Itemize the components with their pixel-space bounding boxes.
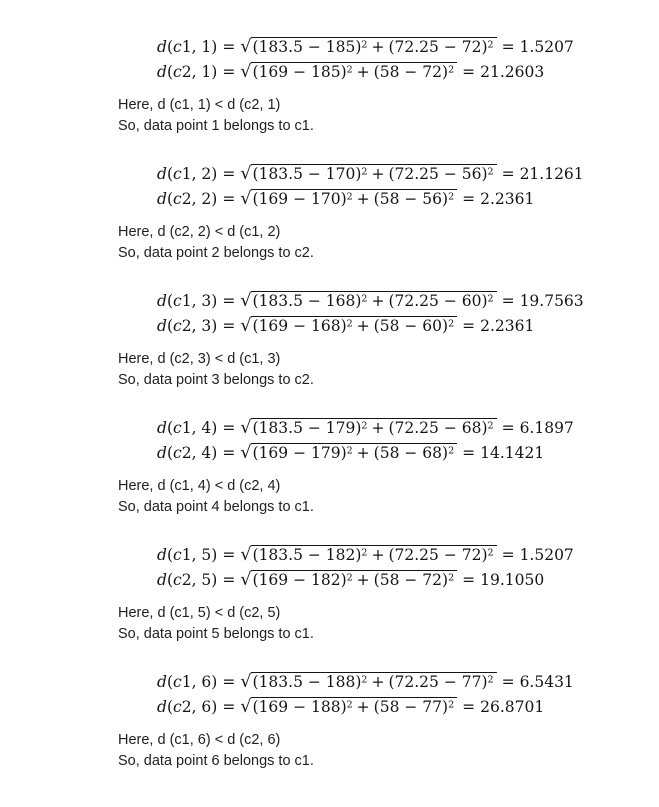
term-1: (183.5 − 170) <box>252 165 362 183</box>
equals-sign: = <box>462 571 476 589</box>
rparen: ) <box>211 419 218 437</box>
radicand <box>251 62 458 82</box>
sqrt-symbol: √ <box>240 37 252 57</box>
lparen: ( <box>166 38 173 56</box>
plus-sign: + <box>371 292 385 310</box>
equation-group <box>157 291 659 341</box>
comparison-line: Here, d (c1, 1) < d (c2, 1) <box>118 97 281 113</box>
equals-sign: = <box>222 698 236 716</box>
plus-sign: + <box>356 63 370 81</box>
distance-block <box>0 545 659 645</box>
radicand <box>251 189 458 209</box>
point-index: 1 <box>201 63 212 81</box>
sqrt-symbol: √ <box>240 570 252 590</box>
equals-sign: = <box>462 444 476 462</box>
rparen: ) <box>211 571 218 589</box>
term-1: (169 − 179) <box>252 444 347 462</box>
rparen: ) <box>211 190 218 208</box>
d-symbol: d <box>157 673 167 691</box>
superscript-2: 2 <box>487 420 494 432</box>
sqrt-symbol: √ <box>240 672 252 692</box>
comparison-line: Here, d (c2, 2) < d (c1, 2) <box>118 224 281 240</box>
radicand <box>251 291 497 311</box>
conclusion-line: So, data point 6 belongs to c1. <box>118 753 314 769</box>
superscript-2: 2 <box>361 420 368 432</box>
c-symbol: c <box>173 190 182 208</box>
equals-sign: = <box>222 292 236 310</box>
equals-sign: = <box>222 673 236 691</box>
rparen: ) <box>211 546 218 564</box>
term-2: (58 − 77) <box>373 698 449 716</box>
comparison-group <box>118 603 659 645</box>
distance-result: 2.2361 <box>480 190 535 208</box>
radicand <box>251 443 458 463</box>
comparison-group <box>118 95 659 137</box>
equals-sign: = <box>462 317 476 335</box>
term-1: (183.5 − 168) <box>252 292 362 310</box>
cluster-index: 1 <box>181 546 192 564</box>
d-symbol: d <box>157 317 167 335</box>
distance-equation <box>157 291 659 316</box>
superscript-2: 2 <box>346 572 353 584</box>
radicand <box>251 418 497 438</box>
equals-sign: = <box>222 63 236 81</box>
lparen: ( <box>166 673 173 691</box>
comma: , <box>191 38 202 56</box>
distance-equation <box>157 418 659 443</box>
d-symbol: d <box>157 571 167 589</box>
equals-sign: = <box>462 63 476 81</box>
comma: , <box>191 571 202 589</box>
term-1: (169 − 188) <box>252 698 347 716</box>
distance-result: 14.1421 <box>480 444 545 462</box>
rparen: ) <box>211 292 218 310</box>
cluster-index: 1 <box>181 165 192 183</box>
equals-sign: = <box>222 444 236 462</box>
term-2: (58 − 72) <box>373 63 449 81</box>
equals-sign: = <box>222 317 236 335</box>
comma: , <box>191 698 202 716</box>
c-symbol: c <box>173 419 182 437</box>
cluster-index: 2 <box>181 444 192 462</box>
comma: , <box>191 317 202 335</box>
equals-sign: = <box>222 419 236 437</box>
conclusion-line: So, data point 4 belongs to c1. <box>118 499 314 515</box>
superscript-2: 2 <box>361 547 368 559</box>
term-1: (183.5 − 179) <box>252 419 362 437</box>
rparen: ) <box>211 38 218 56</box>
distance-equation <box>157 672 659 697</box>
cluster-index: 1 <box>181 673 192 691</box>
sqrt-symbol: √ <box>240 316 252 336</box>
rparen: ) <box>211 317 218 335</box>
c-symbol: c <box>173 698 182 716</box>
d-symbol: d <box>157 292 167 310</box>
plus-sign: + <box>356 444 370 462</box>
c-symbol: c <box>173 546 182 564</box>
distance-result: 19.1050 <box>480 571 545 589</box>
distance-function <box>157 190 217 208</box>
term-1: (169 − 185) <box>252 63 347 81</box>
term-1: (169 − 168) <box>252 317 347 335</box>
plus-sign: + <box>356 317 370 335</box>
lparen: ( <box>166 698 173 716</box>
equals-sign: = <box>222 165 236 183</box>
superscript-2: 2 <box>487 39 494 51</box>
superscript-2: 2 <box>448 699 455 711</box>
equals-sign: = <box>501 292 515 310</box>
d-symbol: d <box>157 698 167 716</box>
comparison-line: Here, d (c1, 4) < d (c2, 4) <box>118 478 281 494</box>
equation-group <box>157 672 659 722</box>
distance-result: 1.5207 <box>519 546 574 564</box>
point-index: 3 <box>201 292 212 310</box>
distance-result: 1.5207 <box>519 38 574 56</box>
distance-function <box>157 292 217 310</box>
plus-sign: + <box>371 419 385 437</box>
sqrt-symbol: √ <box>240 291 252 311</box>
distance-equation <box>157 62 659 87</box>
lparen: ( <box>166 165 173 183</box>
point-index: 5 <box>201 571 212 589</box>
c-symbol: c <box>173 317 182 335</box>
equals-sign: = <box>501 38 515 56</box>
sqrt-symbol: √ <box>240 545 252 565</box>
cluster-index: 1 <box>181 419 192 437</box>
comparison-group <box>118 730 659 772</box>
superscript-2: 2 <box>487 674 494 686</box>
superscript-2: 2 <box>448 445 455 457</box>
c-symbol: c <box>173 165 182 183</box>
distance-block <box>0 672 659 772</box>
comparison-line: Here, d (c2, 3) < d (c1, 3) <box>118 351 281 367</box>
plus-sign: + <box>356 190 370 208</box>
d-symbol: d <box>157 419 167 437</box>
equals-sign: = <box>462 698 476 716</box>
c-symbol: c <box>173 292 182 310</box>
term-2: (72.25 − 72) <box>388 38 488 56</box>
lparen: ( <box>166 444 173 462</box>
rparen: ) <box>211 673 218 691</box>
point-index: 4 <box>201 419 212 437</box>
equals-sign: = <box>462 190 476 208</box>
sqrt-symbol: √ <box>240 443 252 463</box>
sqrt-symbol: √ <box>240 418 252 438</box>
plus-sign: + <box>371 165 385 183</box>
superscript-2: 2 <box>346 445 353 457</box>
equals-sign: = <box>501 546 515 564</box>
conclusion-line: So, data point 5 belongs to c1. <box>118 626 314 642</box>
distance-block <box>0 291 659 391</box>
distance-equation <box>157 443 659 468</box>
superscript-2: 2 <box>448 191 455 203</box>
plus-sign: + <box>356 571 370 589</box>
point-index: 6 <box>201 698 212 716</box>
conclusion-line: So, data point 2 belongs to c2. <box>118 245 314 261</box>
term-1: (183.5 − 185) <box>252 38 362 56</box>
equals-sign: = <box>222 190 236 208</box>
term-1: (169 − 182) <box>252 571 347 589</box>
point-index: 6 <box>201 673 212 691</box>
comma: , <box>191 63 202 81</box>
distance-result: 26.8701 <box>480 698 545 716</box>
c-symbol: c <box>173 444 182 462</box>
term-2: (58 − 56) <box>373 190 449 208</box>
distance-function <box>157 444 217 462</box>
comparison-group <box>118 476 659 518</box>
term-2: (72.25 − 77) <box>388 673 488 691</box>
term-2: (72.25 − 56) <box>388 165 488 183</box>
c-symbol: c <box>173 571 182 589</box>
equals-sign: = <box>222 38 236 56</box>
c-symbol: c <box>173 38 182 56</box>
distance-equation <box>157 316 659 341</box>
conclusion-line: So, data point 1 belongs to c1. <box>118 118 314 134</box>
superscript-2: 2 <box>448 64 455 76</box>
plus-sign: + <box>371 38 385 56</box>
distance-function <box>157 698 217 716</box>
cluster-index: 2 <box>181 63 192 81</box>
equals-sign: = <box>222 571 236 589</box>
term-1: (183.5 − 182) <box>252 546 362 564</box>
point-index: 2 <box>201 190 212 208</box>
equals-sign: = <box>501 673 515 691</box>
distance-equation <box>157 37 659 62</box>
lparen: ( <box>166 571 173 589</box>
radicand <box>251 37 497 57</box>
superscript-2: 2 <box>361 293 368 305</box>
sqrt-symbol: √ <box>240 164 252 184</box>
comparison-group <box>118 222 659 264</box>
distance-block <box>0 37 659 137</box>
distance-function <box>157 419 217 437</box>
superscript-2: 2 <box>361 166 368 178</box>
comparison-line: Here, d (c1, 6) < d (c2, 6) <box>118 732 281 748</box>
distance-function <box>157 571 217 589</box>
rparen: ) <box>211 698 218 716</box>
lparen: ( <box>166 317 173 335</box>
term-2: (58 − 72) <box>373 571 449 589</box>
comma: , <box>191 292 202 310</box>
distance-equation <box>157 545 659 570</box>
sqrt-symbol: √ <box>240 189 252 209</box>
lparen: ( <box>166 63 173 81</box>
rparen: ) <box>211 444 218 462</box>
superscript-2: 2 <box>346 191 353 203</box>
distance-block <box>0 164 659 264</box>
distance-equation <box>157 570 659 595</box>
comma: , <box>191 165 202 183</box>
lparen: ( <box>166 190 173 208</box>
sqrt-symbol: √ <box>240 697 252 717</box>
d-symbol: d <box>157 63 167 81</box>
distance-result: 19.7563 <box>519 292 584 310</box>
distance-function <box>157 546 217 564</box>
lparen: ( <box>166 292 173 310</box>
equation-group <box>157 164 659 214</box>
plus-sign: + <box>356 698 370 716</box>
point-index: 3 <box>201 317 212 335</box>
distance-result: 6.5431 <box>519 673 574 691</box>
point-index: 4 <box>201 444 212 462</box>
term-1: (169 − 170) <box>252 190 347 208</box>
lparen: ( <box>166 546 173 564</box>
radicand <box>251 164 497 184</box>
d-symbol: d <box>157 165 167 183</box>
equals-sign: = <box>222 546 236 564</box>
distance-equation <box>157 164 659 189</box>
distance-function <box>157 317 217 335</box>
distance-calculations <box>0 37 659 772</box>
d-symbol: d <box>157 546 167 564</box>
distance-function <box>157 63 217 81</box>
cluster-index: 2 <box>181 698 192 716</box>
rparen: ) <box>211 63 218 81</box>
plus-sign: + <box>371 673 385 691</box>
distance-function <box>157 38 217 56</box>
sqrt-symbol: √ <box>240 62 252 82</box>
rparen: ) <box>211 165 218 183</box>
superscript-2: 2 <box>487 293 494 305</box>
conclusion-line: So, data point 3 belongs to c2. <box>118 372 314 388</box>
distance-function <box>157 673 217 691</box>
equation-group <box>157 545 659 595</box>
superscript-2: 2 <box>448 572 455 584</box>
comparison-group <box>118 349 659 391</box>
d-symbol: d <box>157 444 167 462</box>
superscript-2: 2 <box>487 547 494 559</box>
term-2: (58 − 60) <box>373 317 449 335</box>
distance-result: 21.1261 <box>519 165 584 183</box>
radicand <box>251 672 497 692</box>
radicand <box>251 316 458 336</box>
point-index: 5 <box>201 546 212 564</box>
equation-group <box>157 418 659 468</box>
comma: , <box>191 673 202 691</box>
cluster-index: 2 <box>181 571 192 589</box>
term-2: (72.25 − 68) <box>388 419 488 437</box>
comma: , <box>191 546 202 564</box>
c-symbol: c <box>173 673 182 691</box>
term-2: (72.25 − 72) <box>388 546 488 564</box>
distance-block <box>0 418 659 518</box>
superscript-2: 2 <box>346 318 353 330</box>
plus-sign: + <box>371 546 385 564</box>
distance-result: 6.1897 <box>519 419 574 437</box>
superscript-2: 2 <box>361 674 368 686</box>
cluster-index: 2 <box>181 190 192 208</box>
radicand <box>251 545 497 565</box>
superscript-2: 2 <box>448 318 455 330</box>
comma: , <box>191 444 202 462</box>
point-index: 1 <box>201 38 212 56</box>
cluster-index: 1 <box>181 38 192 56</box>
superscript-2: 2 <box>346 64 353 76</box>
term-2: (58 − 68) <box>373 444 449 462</box>
point-index: 2 <box>201 165 212 183</box>
equals-sign: = <box>501 419 515 437</box>
term-2: (72.25 − 60) <box>388 292 488 310</box>
term-1: (183.5 − 188) <box>252 673 362 691</box>
comparison-line: Here, d (c1, 5) < d (c2, 5) <box>118 605 281 621</box>
distance-result: 21.2603 <box>480 63 545 81</box>
equals-sign: = <box>501 165 515 183</box>
c-symbol: c <box>173 63 182 81</box>
comma: , <box>191 419 202 437</box>
distance-function <box>157 165 217 183</box>
superscript-2: 2 <box>346 699 353 711</box>
radicand <box>251 570 458 590</box>
d-symbol: d <box>157 190 167 208</box>
comma: , <box>191 190 202 208</box>
lparen: ( <box>166 419 173 437</box>
cluster-index: 1 <box>181 292 192 310</box>
equation-group <box>157 37 659 87</box>
d-symbol: d <box>157 38 167 56</box>
superscript-2: 2 <box>361 39 368 51</box>
distance-equation <box>157 697 659 722</box>
superscript-2: 2 <box>487 166 494 178</box>
cluster-index: 2 <box>181 317 192 335</box>
distance-result: 2.2361 <box>480 317 535 335</box>
distance-equation <box>157 189 659 214</box>
radicand <box>251 697 458 717</box>
